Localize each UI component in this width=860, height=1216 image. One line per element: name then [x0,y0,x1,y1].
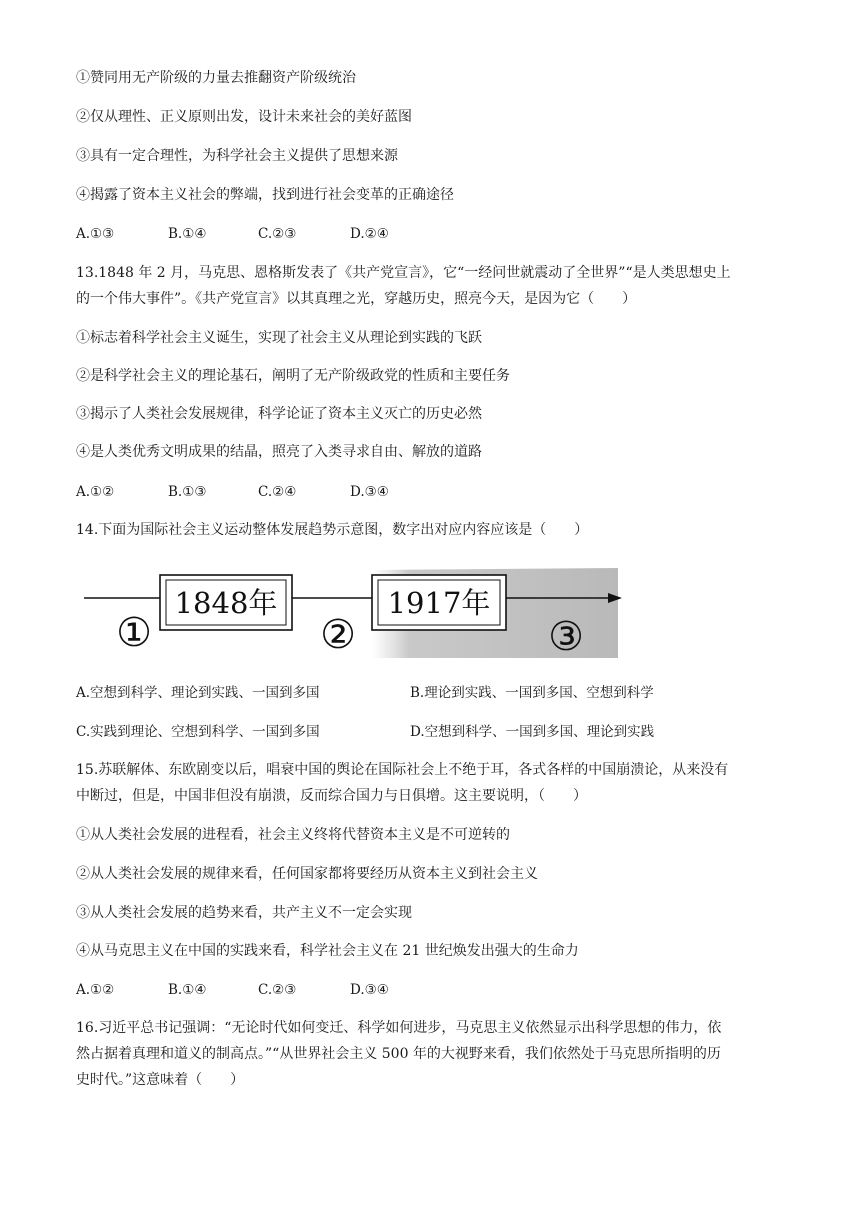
q13-option-d: D.③④ [350,484,389,500]
circled-number-1: ① [116,610,152,656]
q16-stem-line-2: 然占据着真理和道义的制高点。”“从世界社会主义 500 年的大视野来看，我们依然处于马克思所指明的历 [76,1046,721,1062]
q13-statement-3: ③揭示了人类社会发展规律，科学论证了资本主义灭亡的历史必然 [76,406,482,422]
q15-statement-4: ④从马克思主义在中国的实践来看，科学社会主义在 21 世纪焕发出强大的生命力 [76,943,579,959]
q14-option-c: C.实践到理论、空想到科学、一国到多国 [76,724,320,740]
q15-stem-line-1: 15.苏联解体、东欧剧变以后，唱衰中国的舆论在国际社会上不绝于耳，各式各样的中国崩溃论，从来没有 [76,762,729,778]
q15-option-c: C.②③ [258,982,297,998]
q15-statement-3: ③从人类社会发展的趋势来看，共产主义不一定会实现 [76,905,412,921]
q14-option-b: B.理论到实践、一国到多国、空想到科学 [410,685,654,701]
q12-statement-4: ④揭露了资本主义社会的弊端，找到进行社会变革的正确途径 [76,187,454,203]
q14-stem: 14.下面为国际社会主义运动整体发展趋势示意图，数字出对应内容应该是（ ） [76,522,589,538]
year-box-1917: 1917年 [387,586,491,620]
q12-option-d: D.②④ [350,226,389,242]
q12-option-c: C.②③ [258,226,297,242]
q12-statement-3: ③具有一定合理性，为科学社会主义提供了思想来源 [76,148,398,164]
year-box-1848: 1848年 [174,586,278,620]
q16-stem-line-3: 史时代。”这意味着（ ） [76,1072,245,1088]
q12-statement-2: ②仅从理性、正义原则出发，设计未来社会的美好蓝图 [76,109,412,125]
q14-option-a: A.空想到科学、理论到实践、一国到多国 [76,685,320,701]
q15-statement-1: ①从人类社会发展的进程看，社会主义终将代替资本主义是不可逆转的 [76,827,510,843]
circled-number-3: ③ [548,614,584,660]
q13-option-a: A.①② [76,484,115,500]
q15-option-b: B.①④ [168,982,207,998]
q12-option-a: A.①③ [76,226,115,242]
q13-option-b: B.①③ [168,484,207,500]
q13-statement-1: ①标志着科学社会主义诞生，实现了社会主义从理论到实践的飞跃 [76,330,482,346]
socialism-development-diagram [82,566,622,662]
q15-stem-line-2: 中断过，但是，中国非但没有崩溃，反而综合国力与日俱增。这主要说明，（ ） [76,788,587,804]
q12-statement-1: ①赞同用无产阶级的力量去推翻资产阶级统治 [76,70,356,86]
q13-statement-2: ②是科学社会主义的理论基石，阐明了无产阶级政党的性质和主要任务 [76,368,510,384]
q12-option-b: B.①④ [168,226,207,242]
q15-option-a: A.①② [76,982,115,998]
q13-stem-line-1: 13.1848 年 2 月，马克思、恩格斯发表了《共产党宣言》，它“一经问世就震动了全世界”“是人类思想史上 [76,265,731,281]
q15-option-d: D.③④ [350,982,389,998]
q13-option-c: C.②④ [258,484,297,500]
q13-stem-line-2: 的一个伟大事件”。《共产党宣言》以其真理之光，穿越历史，照亮今天，是因为它（ ） [76,291,637,307]
q16-stem-line-1: 16.习近平总书记强调：“无论时代如何变迁、科学如何进步，马克思主义依然显示出科学思想的伟力，依 [76,1020,722,1036]
q14-option-d: D.空想到科学、一国到多国、理论到实践 [410,724,655,740]
q15-statement-2: ②从人类社会发展的规律来看，任何国家都将要经历从资本主义到社会主义 [76,866,538,882]
q13-statement-4: ④是人类优秀文明成果的结晶，照亮了入类寻求自由、解放的道路 [76,444,482,460]
circled-number-2: ② [320,612,356,658]
